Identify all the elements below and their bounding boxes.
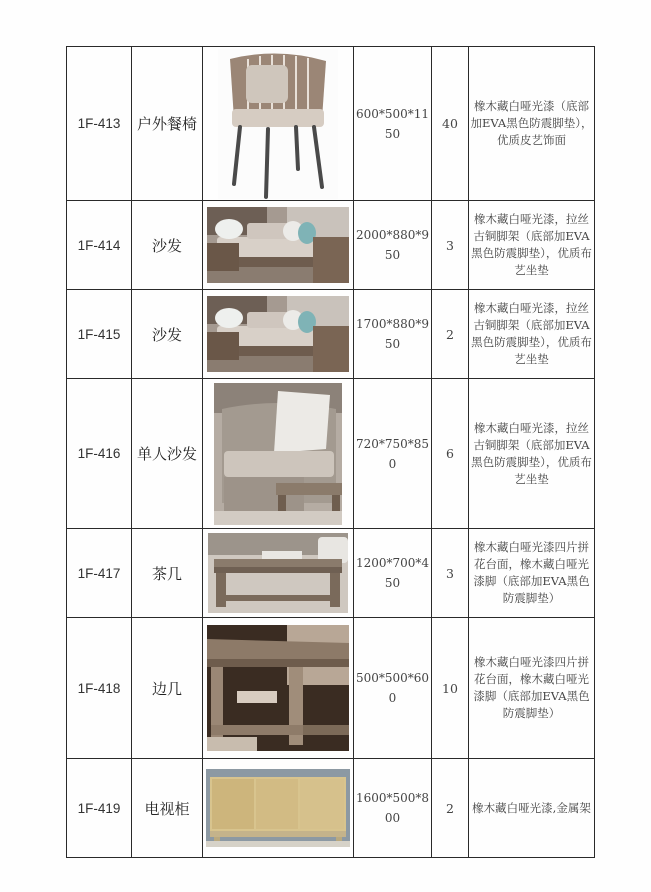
item-code: 1F-414 — [67, 201, 132, 290]
item-image-cell — [203, 379, 354, 529]
item-image-cell — [203, 618, 354, 759]
item-image-cell — [203, 759, 354, 858]
table-row — [67, 290, 595, 379]
table-row — [67, 759, 595, 858]
item-size: 1700*880*950 — [354, 290, 432, 379]
item-name: 边几 — [132, 618, 203, 759]
table-row — [67, 529, 595, 618]
item-image-cell — [203, 201, 354, 290]
item-size: 720*750*850 — [354, 379, 432, 529]
item-desc: 橡木藏白哑光漆,金属架 — [469, 759, 595, 858]
item-name: 户外餐椅 — [132, 47, 203, 201]
item-name: 单人沙发 — [132, 379, 203, 529]
item-qty: 40 — [432, 47, 469, 201]
tv-cabinet-image — [206, 769, 350, 847]
item-size: 1600*500*800 — [354, 759, 432, 858]
item-code: 1F-419 — [67, 759, 132, 858]
item-qty: 3 — [432, 529, 469, 618]
item-name: 沙发 — [132, 290, 203, 379]
item-size: 600*500*1150 — [354, 47, 432, 201]
item-name: 沙发 — [132, 201, 203, 290]
table-row — [67, 201, 595, 290]
sofa-image — [207, 296, 349, 372]
item-desc: 橡木藏白哑光漆四片拼花台面，橡木藏白哑光漆脚（底部加EVA黑色防震脚垫） — [469, 618, 595, 759]
item-code: 1F-418 — [67, 618, 132, 759]
item-qty: 6 — [432, 379, 469, 529]
item-name: 茶几 — [132, 529, 203, 618]
item-qty: 2 — [432, 290, 469, 379]
item-image-cell — [203, 47, 354, 201]
item-desc: 橡木藏白哑光漆四片拼花台面，橡木藏白哑光漆脚（底部加EVA黑色防震脚垫） — [469, 529, 595, 618]
item-size: 1200*700*450 — [354, 529, 432, 618]
item-code: 1F-415 — [67, 290, 132, 379]
item-qty: 2 — [432, 759, 469, 858]
sofa-image — [207, 207, 349, 283]
item-desc: 橡木藏白哑光漆（底部加EVA黑色防震脚垫），优质皮艺饰面 — [469, 47, 595, 201]
table-row — [67, 618, 595, 759]
item-size: 2000*880*950 — [354, 201, 432, 290]
item-qty: 3 — [432, 201, 469, 290]
item-desc: 橡木藏白哑光漆，拉丝古铜脚架（底部加EVA黑色防震脚垫），优质布艺坐垫 — [469, 201, 595, 290]
item-desc: 橡木藏白哑光漆，拉丝古铜脚架（底部加EVA黑色防震脚垫），优质布艺坐垫 — [469, 290, 595, 379]
item-desc: 橡木藏白哑光漆，拉丝古铜脚架（底部加EVA黑色防震脚垫），优质布艺坐垫 — [469, 379, 595, 529]
item-code: 1F-413 — [67, 47, 132, 201]
item-image-cell — [203, 529, 354, 618]
side-table-image — [207, 625, 349, 751]
table-row — [67, 47, 595, 201]
coffee-table-image — [208, 533, 348, 613]
outdoor-dining-chair-image — [218, 49, 338, 199]
item-name: 电视柜 — [132, 759, 203, 858]
item-qty: 10 — [432, 618, 469, 759]
item-code: 1F-416 — [67, 379, 132, 529]
armchair-image — [214, 383, 342, 525]
item-image-cell — [203, 290, 354, 379]
item-code: 1F-417 — [67, 529, 132, 618]
table-row — [67, 379, 595, 529]
item-size: 500*500*600 — [354, 618, 432, 759]
furniture-spec-table — [66, 46, 595, 858]
